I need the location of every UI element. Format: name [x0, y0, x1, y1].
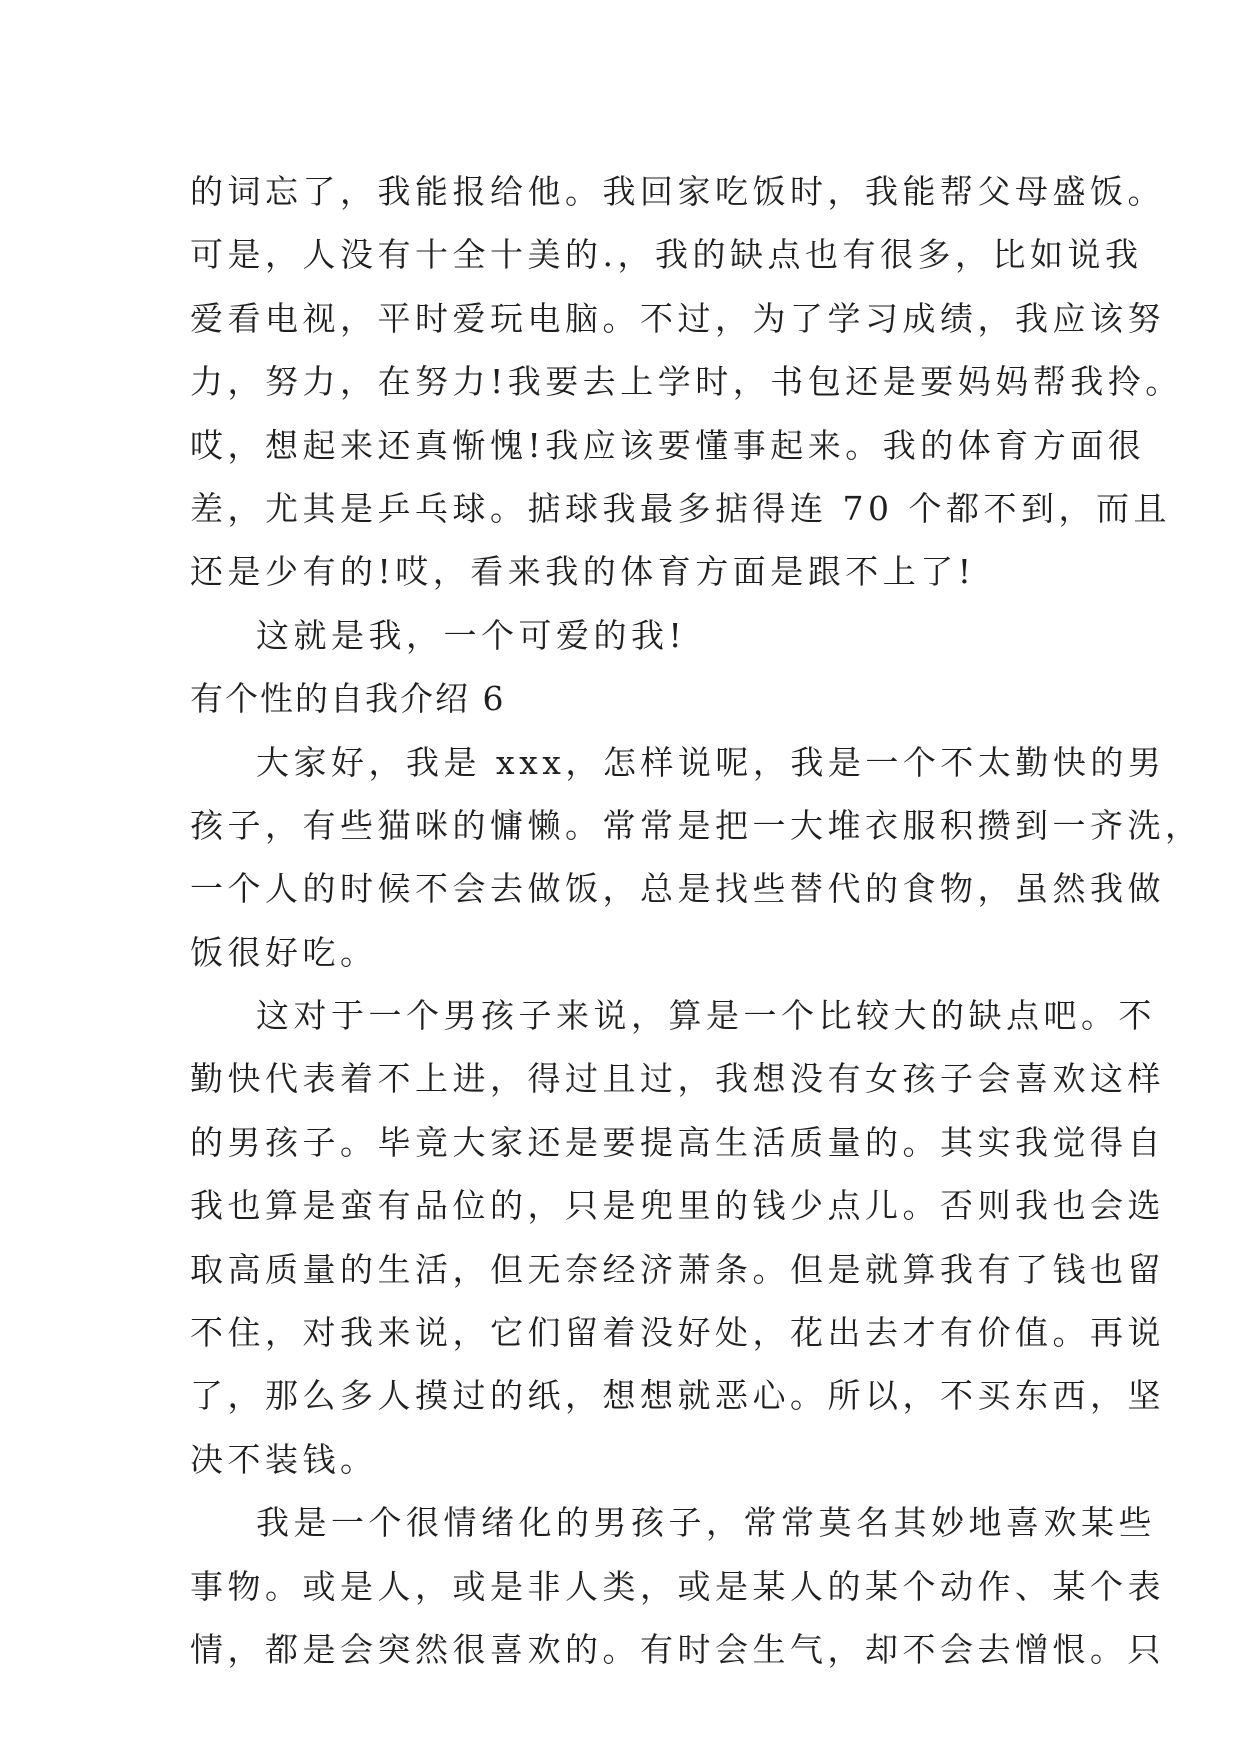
- text-line: 了，那么多人摸过的纸，想想就恶心。所以，不买东西，坚: [190, 1376, 1165, 1416]
- text-line: 我也算是蛮有品位的，只是兜里的钱少点儿。否则我也会选: [190, 1186, 1165, 1226]
- text-line: 勤快代表着不上进，得过且过，我想没有女孩子会喜欢这样: [190, 1059, 1165, 1099]
- text-line: 差，尤其是乒乓球。掂球我最多掂得连 70 个都不到，而且: [190, 488, 1171, 528]
- text-line: 孩子，有些猫咪的慵懒。常常是把一大堆衣服积攒到一齐洗，: [190, 805, 1203, 845]
- text-line: 事物。或是人，或是非人类，或是某人的某个动作、某个表: [190, 1566, 1165, 1606]
- paragraph-first-line: 我是一个很情绪化的男孩子，常常莫名其妙地喜欢某些: [256, 1503, 1156, 1543]
- text-line: 决不装钱。: [190, 1439, 378, 1479]
- document-body: [190, 160, 1203, 1681]
- text-line: 爱看电视，平时爱玩电脑。不过，为了学习成绩，我应该努: [190, 298, 1165, 338]
- text-line: 情，都是会突然很喜欢的。有时会生气，却不会去憎恨。只: [190, 1629, 1165, 1669]
- paragraph-first-line: 这对于一个男孩子来说，算是一个比较大的缺点吧。不: [256, 996, 1156, 1036]
- paragraph-first-line: 这就是我，一个可爱的我!: [256, 615, 687, 655]
- text-line: 力，努力，在努力!我要去上学时，书包还是要妈妈帮我拎。: [190, 362, 1183, 402]
- text-line: 的男孩子。毕竟大家还是要提高生活质量的。其实我觉得自: [190, 1122, 1165, 1162]
- text-line: 取高质量的生活，但无奈经济萧条。但是就算我有了钱也留: [190, 1249, 1165, 1289]
- text-line: 饭很好吃。: [190, 932, 378, 972]
- text-line: 还是少有的!哎，看来我的体育方面是跟不上了!: [190, 552, 976, 592]
- text-line: 不住，对我来说，它们留着没好处，花出去才有价值。再说: [190, 1313, 1165, 1353]
- text-line: 可是，人没有十全十美的.，我的缺点也有很多，比如说我: [190, 235, 1143, 275]
- paragraph-first-line: 大家好，我是 xxx，怎样说呢，我是一个不太勤快的男: [256, 742, 1166, 782]
- text-line: 的词忘了，我能报给他。我回家吃饭时，我能帮父母盛饭。: [190, 172, 1165, 211]
- section-heading: 有个性的自我介绍 6: [190, 679, 506, 719]
- text-line: 一个人的时候不会去做饭，总是找些替代的食物，虽然我做: [190, 869, 1165, 909]
- text-line: 哎，想起来还真惭愧!我应该要懂事起来。我的体育方面很: [190, 425, 1146, 465]
